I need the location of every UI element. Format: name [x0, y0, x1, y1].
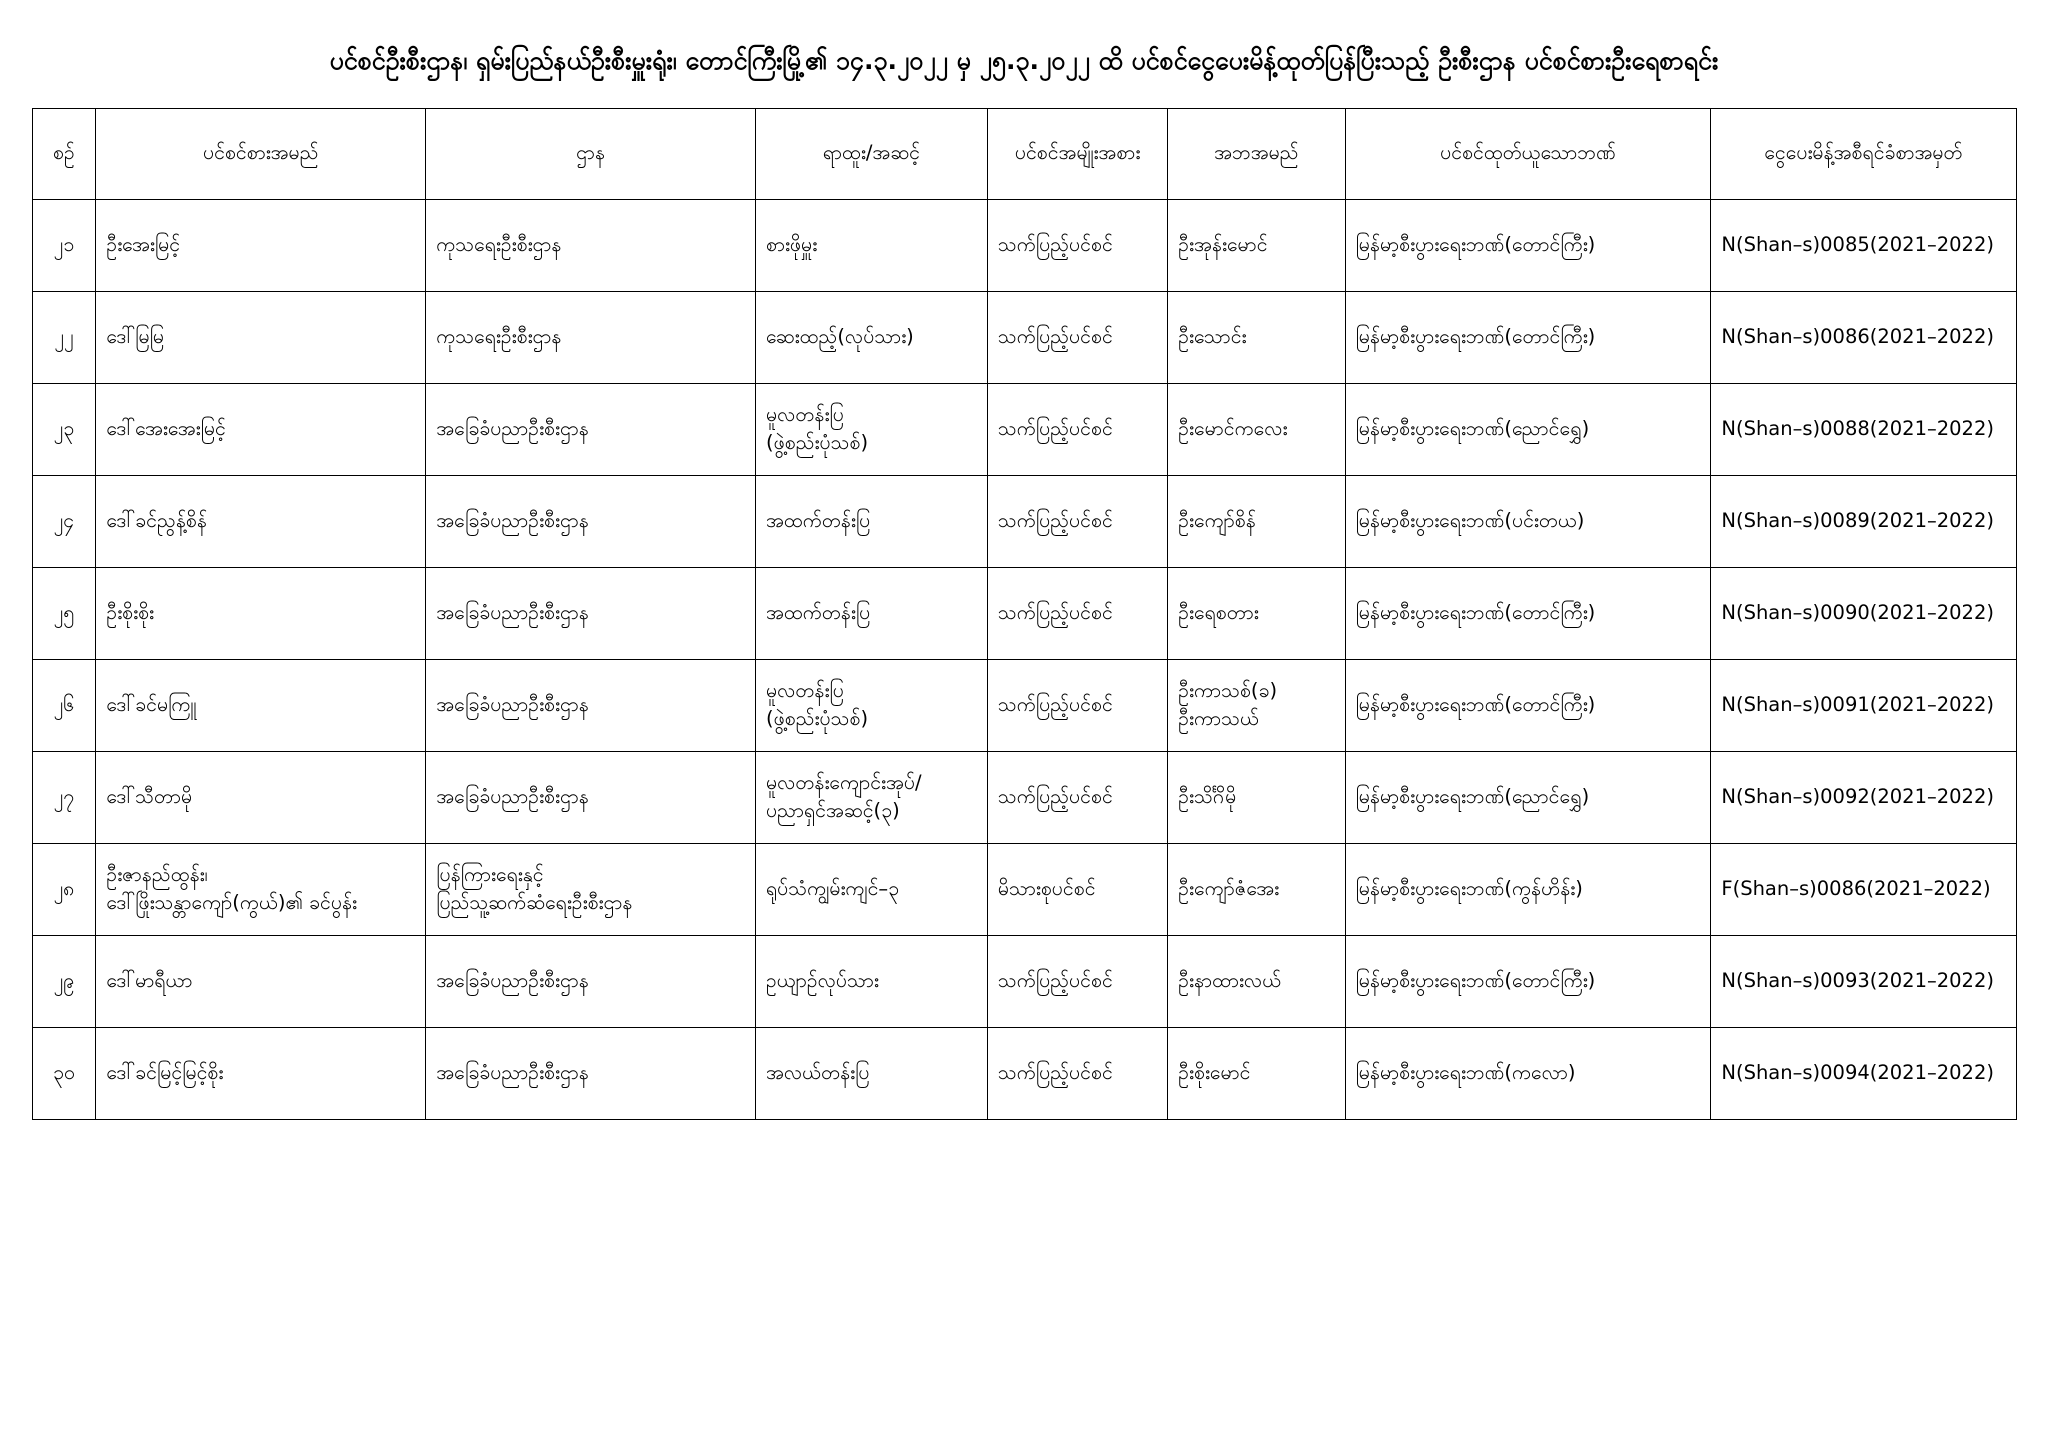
cell-pensioner-name [96, 567, 426, 659]
cell-report-number [1711, 567, 2016, 659]
cell-text-line: N(Shan–s)0085(2021–2022) [1721, 232, 1994, 256]
cell-pension-type [987, 659, 1167, 751]
cell-text-line: N(Shan–s)0086(2021–2022) [1721, 324, 1994, 348]
cell-text-line: ပြန်ကြားရေးနှင့် [436, 862, 544, 886]
table-body [32, 199, 2016, 1119]
cell-text-line: မြန်မာ့စီးပွားရေးဘဏ်(တောင်ကြီး) [1355, 600, 1596, 624]
table-row [32, 383, 2016, 475]
cell-bank [1345, 383, 1711, 475]
column-header-pension-type: ပင်စင်အမျိုးအစား [987, 108, 1167, 199]
cell-serial-number [32, 1027, 96, 1119]
cell-text-line: သက်ပြည့်ပင်စင် [997, 232, 1113, 256]
cell-text-line: ဒေါ်အေးအေးမြင့် [106, 416, 226, 440]
table-row [32, 1027, 2016, 1119]
cell-text-line: မြန်မာ့စီးပွားရေးဘဏ်(ညောင်ရွှေ) [1355, 416, 1590, 440]
cell-department [426, 383, 756, 475]
cell-pensioner-name [96, 659, 426, 751]
cell-text-line: ကုသရေးဦးစီးဌာန [436, 232, 562, 256]
cell-bank [1345, 291, 1711, 383]
cell-pension-type [987, 199, 1167, 291]
cell-text-line: မြန်မာ့စီးပွားရေးဘဏ်(ကွန်ဟိန်း) [1355, 876, 1583, 900]
cell-text-line: မြန်မာ့စီးပွားရေးဘဏ်(တောင်ကြီး) [1355, 968, 1596, 992]
cell-text-line: ၂၄ [53, 508, 75, 532]
column-header-name: ပင်စင်စားအမည် [96, 108, 426, 199]
cell-text-line: အခြေခံပညာဦးစီးဌာန [436, 1060, 589, 1084]
cell-father-name [1168, 751, 1345, 843]
cell-report-number [1711, 383, 2016, 475]
cell-department [426, 659, 756, 751]
cell-department [426, 1027, 756, 1119]
cell-pensioner-name [96, 383, 426, 475]
cell-text-line: အထက်တန်းပြ [765, 508, 871, 532]
cell-father-name [1168, 935, 1345, 1027]
cell-text-line: ဒေါ်ခင်မကြူ [106, 692, 197, 716]
cell-text-line: အခြေခံပညာဦးစီးဌာန [436, 968, 589, 992]
cell-serial-number [32, 659, 96, 751]
cell-text-line: ဒေါ်မြမြ [106, 324, 165, 348]
cell-text-line: ၃၀ [52, 1060, 75, 1084]
cell-text-line: ဒေါ်ဖြိုးသန္တာကျော်(ကွယ်)၏ ခင်ပွန်း [106, 891, 358, 914]
cell-text-line: N(Shan–s)0089(2021–2022) [1721, 508, 1994, 532]
cell-father-name [1168, 659, 1345, 751]
column-header-no: စဉ် [32, 108, 96, 199]
cell-serial-number [32, 383, 96, 475]
cell-text-line: N(Shan–s)0091(2021–2022) [1721, 692, 1994, 716]
cell-pension-type [987, 291, 1167, 383]
cell-text-line: ကုသရေးဦးစီးဌာန [436, 324, 562, 348]
cell-text-line: ၂၃ [53, 416, 75, 440]
cell-text-line: သက်ပြည့်ပင်စင် [997, 692, 1113, 716]
cell-text-line: စားဖိုမှူး [765, 232, 818, 256]
cell-text-line: မြန်မာ့စီးပွားရေးဘဏ်(ညောင်ရွှေ) [1355, 784, 1590, 808]
cell-pensioner-name [96, 1027, 426, 1119]
cell-father-name [1168, 383, 1345, 475]
cell-pensioner-name [96, 751, 426, 843]
table-row [32, 567, 2016, 659]
cell-text-line: မိသားစုပင်စင် [997, 876, 1096, 900]
cell-text-line: ပညာရှင်အဆင့်(၃) [765, 799, 900, 822]
cell-text-line: ၂၆ [53, 692, 75, 716]
cell-pension-type [987, 935, 1167, 1027]
cell-report-number [1711, 475, 2016, 567]
cell-text-line: ဦးကာသစ်(ခ) [1178, 678, 1278, 702]
cell-department [426, 751, 756, 843]
cell-text-line: အခြေခံပညာဦးစီးဌာန [436, 416, 589, 440]
cell-text-line: ဦးရေစတား [1178, 600, 1259, 624]
column-header-report-no: ငွေပေးမိန့်အစီရင်ခံစာအမှတ် [1711, 108, 2016, 199]
cell-pension-type [987, 751, 1167, 843]
cell-department [426, 291, 756, 383]
cell-text-line: ၂၇ [53, 784, 75, 808]
cell-text-line: (ဖွဲ့စည်းပုံသစ်) [765, 707, 869, 730]
cell-text-line: ဒေါ်သီတာမို [106, 784, 193, 808]
cell-father-name [1168, 199, 1345, 291]
table-row [32, 935, 2016, 1027]
cell-report-number [1711, 199, 2016, 291]
cell-text-line: သက်ပြည့်ပင်စင် [997, 324, 1113, 348]
cell-report-number [1711, 843, 2016, 935]
table-row [32, 199, 2016, 291]
cell-text-line: ဒေါ်ခင်ညွန့်စိန် [106, 508, 207, 532]
cell-bank [1345, 935, 1711, 1027]
cell-rank [755, 291, 987, 383]
cell-pension-type [987, 1027, 1167, 1119]
cell-department [426, 199, 756, 291]
cell-pension-type [987, 567, 1167, 659]
cell-text-line: အခြေခံပညာဦးစီးဌာန [436, 784, 589, 808]
table-row [32, 843, 2016, 935]
cell-father-name [1168, 567, 1345, 659]
cell-pensioner-name [96, 291, 426, 383]
cell-text-line: မူလတန်းကျောင်းအုပ်/ [765, 770, 922, 794]
cell-department [426, 935, 756, 1027]
cell-text-line: N(Shan–s)0093(2021–2022) [1721, 968, 1994, 992]
cell-text-line: ၂၁ [53, 232, 75, 256]
cell-department [426, 567, 756, 659]
cell-text-line: သက်ပြည့်ပင်စင် [997, 968, 1113, 992]
cell-text-line: ဦးကျော်စိန် [1178, 508, 1256, 532]
cell-text-line: F(Shan–s)0086(2021–2022) [1721, 876, 1991, 900]
cell-pensioner-name [96, 199, 426, 291]
column-header-father-name: အဘအမည် [1168, 108, 1345, 199]
cell-text-line: ၂၂ [54, 324, 74, 348]
cell-father-name [1168, 1027, 1345, 1119]
cell-report-number [1711, 751, 2016, 843]
cell-pension-type [987, 475, 1167, 567]
cell-department [426, 475, 756, 567]
cell-text-line: အလယ်တန်းပြ [765, 1060, 870, 1084]
cell-text-line: သက်ပြည့်ပင်စင် [997, 1060, 1113, 1084]
cell-serial-number [32, 567, 96, 659]
cell-bank [1345, 659, 1711, 751]
cell-text-line: ၂၈ [53, 876, 75, 900]
cell-serial-number [32, 843, 96, 935]
cell-text-line: ဦးနာထားလယ် [1178, 968, 1282, 992]
cell-rank [755, 751, 987, 843]
cell-report-number [1711, 935, 2016, 1027]
cell-text-line: ၂၅ [53, 600, 75, 624]
cell-father-name [1168, 843, 1345, 935]
cell-rank [755, 935, 987, 1027]
cell-rank [755, 659, 987, 751]
column-header-bank: ပင်စင်ထုတ်ယူသောဘဏ် [1345, 108, 1711, 199]
cell-pension-type [987, 843, 1167, 935]
cell-text-line: သက်ပြည့်ပင်စင် [997, 508, 1113, 532]
column-header-rank: ရာထူး/အဆင့် [755, 108, 987, 199]
cell-bank [1345, 1027, 1711, 1119]
cell-text-line: အထက်တန်းပြ [765, 600, 871, 624]
cell-rank [755, 843, 987, 935]
cell-text-line: ဆေးထည့်(လုပ်သား) [765, 324, 914, 348]
cell-serial-number [32, 475, 96, 567]
cell-text-line: ဦးအေးမြင့် [106, 232, 181, 256]
cell-text-line: ရုပ်သံကျွမ်းကျင်–၃ [765, 876, 900, 900]
cell-text-line: ၂၉ [53, 968, 75, 992]
cell-text-line: မြန်မာ့စီးပွားရေးဘဏ်(ကလော) [1355, 1060, 1576, 1084]
cell-text-line: အခြေခံပညာဦးစီးဌာန [436, 692, 589, 716]
cell-father-name [1168, 475, 1345, 567]
cell-bank [1345, 751, 1711, 843]
cell-rank [755, 383, 987, 475]
cell-serial-number [32, 291, 96, 383]
cell-text-line: မြန်မာ့စီးပွားရေးဘဏ်(တောင်ကြီး) [1355, 232, 1596, 256]
cell-rank [755, 1027, 987, 1119]
page-title: ပင်စင်ဦးစီးဌာန၊ ရှမ်းပြည်နယ်ဦးစီးမှူးရုံး၊ တောင်ကြီးမြို့၏ ၁၄.၃.၂၀၂၂ မှ ၂၅.၃.၂၀၂၂ ထိ ပင်စင်ငွေပေးမိန့်ထုတ်ပြန်ပြီးသည့် ဦးစီးဌာန ပင်စင်စားဦးရေစာရင်း [329, 46, 1719, 75]
table-row [32, 751, 2016, 843]
cell-report-number [1711, 291, 2016, 383]
cell-serial-number [32, 751, 96, 843]
cell-text-line: ဦးသောင်း [1178, 324, 1247, 348]
cell-text-line: မြန်မာ့စီးပွားရေးဘဏ်(ပင်းတယ) [1355, 508, 1585, 532]
cell-text-line: N(Shan–s)0094(2021–2022) [1721, 1060, 1994, 1084]
cell-text-line: သက်ပြည့်ပင်စင် [997, 600, 1113, 624]
cell-serial-number [32, 199, 96, 291]
cell-text-line: N(Shan–s)0090(2021–2022) [1721, 600, 1994, 624]
cell-text-line: မြန်မာ့စီးပွားရေးဘဏ်(တောင်ကြီး) [1355, 692, 1596, 716]
cell-pensioner-name [96, 843, 426, 935]
cell-text-line: (ဖွဲ့စည်းပုံသစ်) [765, 431, 869, 454]
cell-rank [755, 199, 987, 291]
cell-text-line: N(Shan–s)0092(2021–2022) [1721, 784, 1994, 808]
cell-text-line: ဦးသိင်္ဂိမို [1178, 784, 1237, 808]
column-header-department: ဌာန [426, 108, 756, 199]
cell-text-line: ဥယျာဉ်လုပ်သား [765, 968, 879, 992]
cell-text-line: မူလတန်းပြ [765, 678, 844, 702]
cell-text-line: အခြေခံပညာဦးစီးဌာန [436, 508, 589, 532]
cell-text-line: ဒေါ်မာရီယာ [106, 968, 193, 992]
cell-bank [1345, 567, 1711, 659]
cell-pension-type [987, 383, 1167, 475]
cell-bank [1345, 843, 1711, 935]
table-header [32, 108, 2016, 199]
cell-bank [1345, 199, 1711, 291]
cell-department [426, 843, 756, 935]
cell-text-line: ဦးအုန်းမောင် [1178, 232, 1268, 256]
pension-registry-table [32, 108, 2017, 1120]
table-row [32, 475, 2016, 567]
cell-text-line: ဒေါ်ခင်မြင့်မြင့်စိုး [106, 1060, 224, 1084]
cell-text-line: ဦးကျော်ဇံအေး [1178, 876, 1280, 900]
cell-text-line: ဦးဇာနည်ထွန်း၊ [106, 862, 208, 886]
cell-text-line: ပြည်သူ့ဆက်ဆံရေးဦးစီးဌာန [436, 891, 633, 914]
cell-rank [755, 567, 987, 659]
cell-report-number [1711, 1027, 2016, 1119]
cell-text-line: ဦးစိုးစိုး [106, 600, 154, 624]
cell-text-line: ဦးစိုးမောင် [1178, 1060, 1251, 1084]
table-header-row [32, 108, 2016, 199]
cell-text-line: ဦးကာသယ် [1178, 707, 1259, 730]
table-row [32, 291, 2016, 383]
cell-text-line: မြန်မာ့စီးပွားရေးဘဏ်(တောင်ကြီး) [1355, 324, 1596, 348]
cell-bank [1345, 475, 1711, 567]
cell-pensioner-name [96, 475, 426, 567]
table-row [32, 659, 2016, 751]
cell-rank [755, 475, 987, 567]
cell-text-line: မူလတန်းပြ [765, 402, 844, 426]
cell-father-name [1168, 291, 1345, 383]
cell-text-line: ဦးမောင်ကလေး [1178, 416, 1288, 440]
cell-text-line: အခြေခံပညာဦးစီးဌာန [436, 600, 589, 624]
cell-pensioner-name [96, 935, 426, 1027]
cell-serial-number [32, 935, 96, 1027]
cell-text-line: N(Shan–s)0088(2021–2022) [1721, 416, 1994, 440]
cell-text-line: သက်ပြည့်ပင်စင် [997, 784, 1113, 808]
cell-report-number [1711, 659, 2016, 751]
cell-text-line: သက်ပြည့်ပင်စင် [997, 416, 1113, 440]
